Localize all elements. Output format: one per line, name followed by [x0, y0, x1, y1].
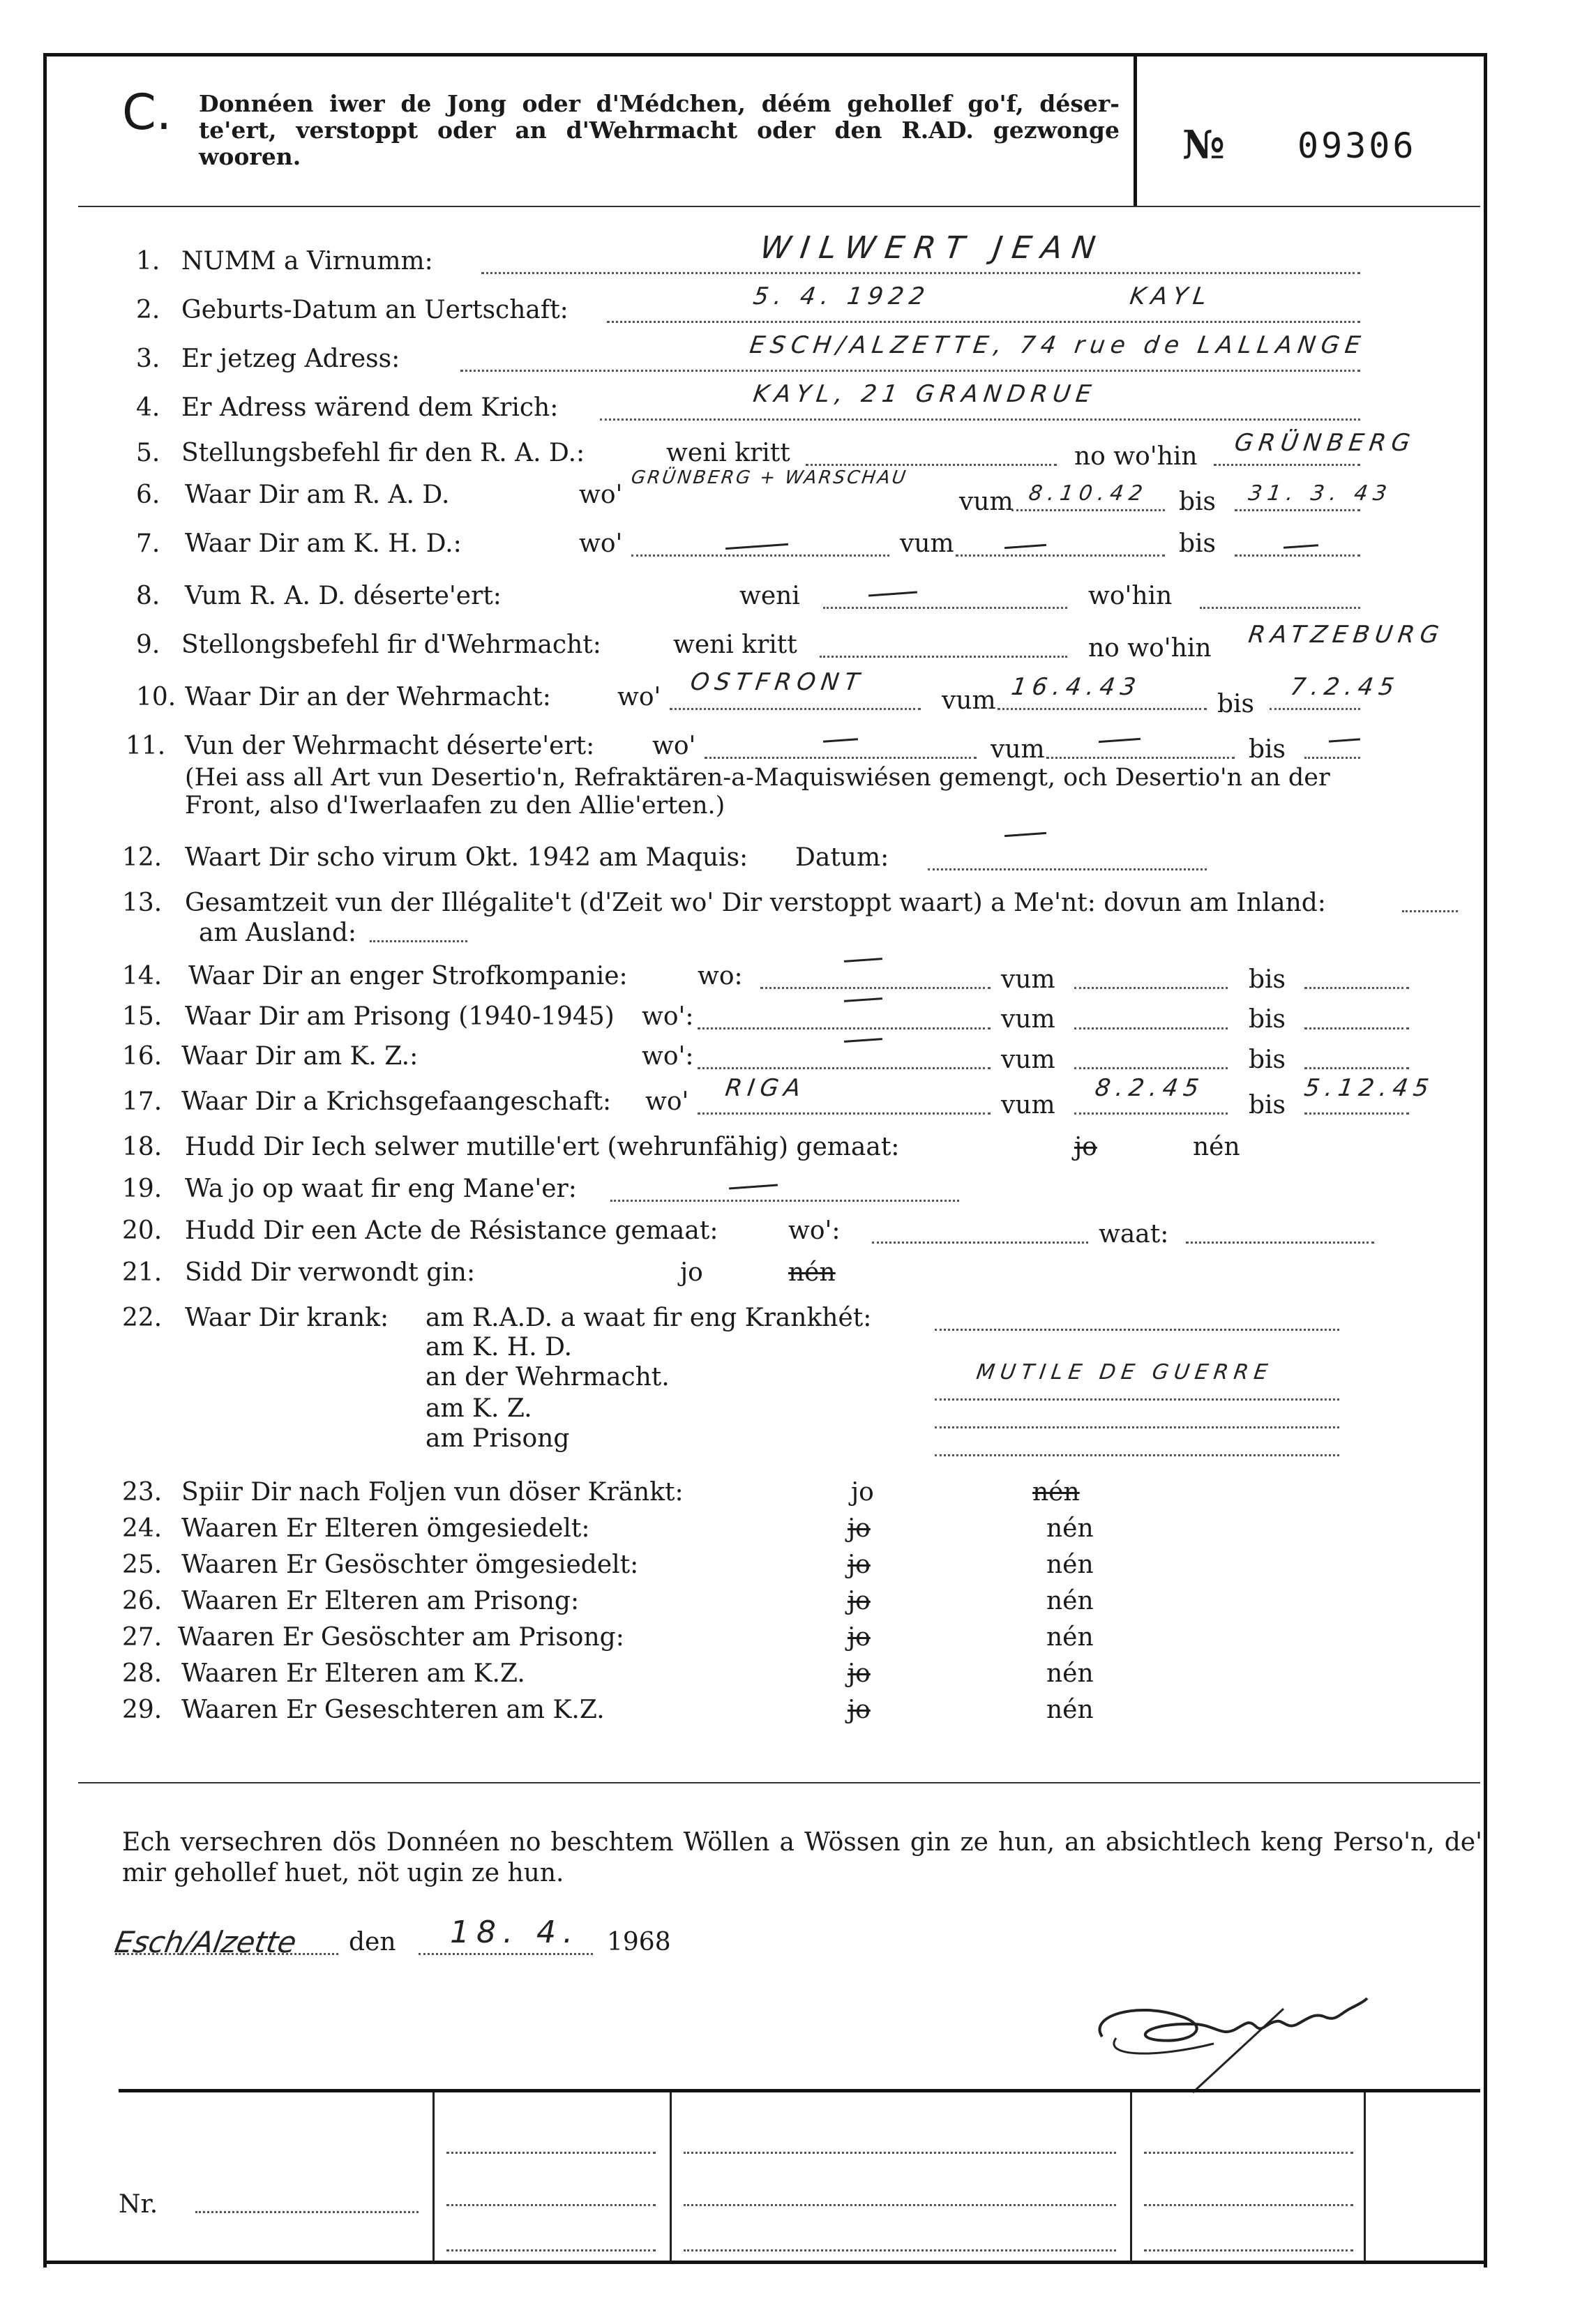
row-number: 12.	[122, 843, 163, 872]
birth-field-line	[607, 321, 1360, 323]
inland-line	[1402, 910, 1458, 912]
row-number: 6.	[136, 481, 160, 509]
parents-resettled-label: Waaren Er Elteren ömgesiedelt:	[181, 1514, 590, 1543]
rad-order-where-label: no wo'hin	[1074, 442, 1198, 471]
abroad-line	[370, 940, 467, 942]
prison-to-line	[1304, 1027, 1409, 1029]
row-number: 4.	[136, 393, 160, 422]
pow-where-line	[698, 1112, 991, 1115]
consequences-nen-option: nén	[1032, 1478, 1080, 1507]
self-mutilation-nen-option: nén	[1193, 1133, 1240, 1161]
row-number: 29.	[122, 1696, 163, 1724]
rad-where-value: GRÜNBERG + WARSCHAU	[629, 467, 909, 488]
row-number: 10.	[136, 683, 176, 711]
prison-where-label: wo':	[642, 1002, 694, 1031]
kz-where-line	[698, 1067, 991, 1069]
wehr-order-when-line	[820, 656, 1067, 658]
kz-from-line	[1074, 1067, 1228, 1069]
parents-kz-jo-option: jo	[848, 1659, 871, 1688]
row-number: 7.	[136, 529, 160, 558]
manner-line	[610, 1200, 959, 1202]
prison-from-line	[1074, 1027, 1228, 1029]
kz-from-label: vum	[1001, 1046, 1055, 1074]
siblings-kz-label: Waaren Er Geseschteren am K.Z.	[181, 1696, 605, 1724]
wehr-to-line	[1270, 708, 1360, 710]
rad-where-label: wo'	[579, 481, 623, 509]
wehr-from-value: 16.4.43	[1009, 673, 1143, 701]
consequences-label: Spiir Dir nach Foljen vun döser Kränkt:	[181, 1478, 684, 1507]
row-number: 16.	[122, 1042, 163, 1071]
header-divider	[1134, 56, 1137, 206]
rad-from-value: 8.10.42	[1027, 481, 1150, 506]
wehr-label: Waar Dir an der Wehrmacht:	[185, 683, 551, 711]
penal-from-label: vum	[1001, 965, 1055, 994]
wehr-desert-where-line	[705, 757, 977, 759]
manner-label: Wa jo op waat fir eng Mane'er:	[185, 1175, 577, 1203]
signing-date-line	[419, 1953, 593, 1955]
pow-label: Waar Dir a Krichsgefaangeschaft:	[181, 1087, 612, 1116]
footer-column-divider	[432, 2092, 435, 2261]
wounded-label: Sidd Dir verwondt gin:	[185, 1258, 476, 1287]
wounded-jo-option: jo	[680, 1258, 703, 1287]
wehr-desert-to-line	[1304, 757, 1360, 759]
illness-wehr-line	[935, 1398, 1339, 1401]
footer-field-line	[1144, 2249, 1353, 2251]
siblings-resettled-nen-option: nén	[1046, 1551, 1094, 1579]
row-number: 15.	[122, 1002, 163, 1031]
illness-wehr-label: an der Wehrmacht.	[426, 1363, 670, 1391]
name-field-line	[481, 272, 1360, 274]
siblings-prison-label: Waaren Er Gesöschter am Prisong:	[178, 1623, 624, 1652]
siblings-prison-nen-option: nén	[1046, 1623, 1094, 1652]
signing-year: 1968	[607, 1928, 671, 1956]
rad-order-label: Stellungsbefehl fir den R. A. D.:	[181, 439, 585, 467]
footer-field-line	[1144, 2204, 1353, 2206]
row-number: 22.	[122, 1304, 163, 1332]
address-field-line	[460, 370, 1360, 372]
footer-field-line	[684, 2152, 1116, 2154]
birth-date-value: 5. 4. 1922	[751, 282, 932, 310]
footer-field-line	[446, 2152, 656, 2154]
wehr-desert-label: Vun der Wehrmacht déserte'ert:	[185, 732, 595, 760]
rad-order-when-label: weni kritt	[666, 439, 790, 467]
declaration-text: Ech versechren dös Donnéen no beschtem Wöllen a Wössen gin ze hun, an absichtlech keng Perso'n, de' mir gehollef huet, nöt ugin ze hun.	[122, 1828, 1482, 1887]
footer-bottom-rule	[43, 2261, 1484, 2264]
pow-where-label: wo'	[645, 1087, 689, 1116]
penal-from-line	[1074, 987, 1228, 989]
rad-order-where-value: GRÜNBERG	[1233, 429, 1417, 457]
nr-label: Nr.	[119, 2190, 158, 2219]
khd-from-label: vum	[900, 529, 954, 558]
header-rule	[78, 206, 1480, 207]
footer-column-divider	[1130, 2092, 1132, 2261]
wehr-from-label: vum	[942, 686, 996, 715]
row-number: 2.	[136, 296, 160, 324]
parents-prison-jo-option: jo	[848, 1587, 871, 1615]
rad-desert-where-line	[1200, 607, 1360, 609]
footer-field-line	[1144, 2152, 1353, 2154]
footer-column-divider	[670, 2092, 672, 2261]
resistance-where-line	[872, 1242, 1088, 1244]
footer-field-line	[446, 2249, 656, 2251]
rad-desert-label: Vum R. A. D. déserte'ert:	[185, 582, 502, 610]
war-address-field-line	[600, 418, 1360, 421]
resistance-what-label: waat:	[1099, 1220, 1169, 1248]
siblings-resettled-label: Waaren Er Gesöschter ömgesiedelt:	[181, 1551, 639, 1579]
rad-from-line	[1011, 509, 1165, 511]
prison-where-line	[698, 1027, 991, 1029]
wehr-order-label: Stellongsbefehl fir d'Wehrmacht:	[181, 631, 601, 659]
penal-where-line	[760, 987, 991, 989]
footer-field-line	[446, 2204, 656, 2206]
den-label: den	[349, 1928, 396, 1956]
wehr-order-when-label: weni kritt	[673, 631, 797, 659]
parents-kz-label: Waaren Er Elteren am K.Z.	[181, 1659, 525, 1688]
signature	[1074, 1960, 1423, 2099]
footer-field-line	[684, 2249, 1116, 2251]
wehr-desert-from-label: vum	[991, 735, 1045, 764]
khd-where-label: wo'	[579, 529, 623, 558]
wehr-from-line	[998, 708, 1207, 710]
self-mutilation-label: Hudd Dir Iech selwer mutille'ert (wehrunfähig) gemaat:	[185, 1133, 900, 1161]
rad-order-when-line	[806, 464, 1057, 466]
wehr-where-line	[670, 708, 921, 710]
birth-label: Geburts-Datum an Uertschaft:	[181, 296, 569, 324]
row-number: 21.	[122, 1258, 163, 1287]
wehr-desert-where-label: wo'	[652, 732, 696, 760]
penal-to-line	[1304, 987, 1409, 989]
maquis-label: Waart Dir scho virum Okt. 1942 am Maquis:	[185, 843, 748, 872]
address-label: Er jetzeg Adress:	[181, 345, 400, 373]
row-number: 3.	[136, 345, 160, 373]
parents-prison-label: Waaren Er Elteren am Prisong:	[181, 1587, 580, 1615]
desertion-note-2: Front, also d'Iwerlaafen zu den Allie'erten.)	[185, 792, 725, 820]
row-number: 26.	[122, 1587, 163, 1615]
illness-khd-label: am K. H. D.	[426, 1333, 573, 1361]
illness-prison-label: am Prisong	[426, 1424, 570, 1453]
siblings-resettled-jo-option: jo	[848, 1551, 871, 1579]
row-number: 14.	[122, 962, 163, 990]
wehr-order-where-value: RATZEBURG	[1247, 621, 1446, 649]
wehr-where-label: wo'	[617, 683, 661, 711]
khd-from-line	[956, 554, 1165, 557]
parents-kz-nen-option: nén	[1046, 1659, 1094, 1688]
pow-to-label: bis	[1249, 1091, 1286, 1119]
khd-label: Waar Dir am K. H. D.:	[185, 529, 462, 558]
signing-place-line	[115, 1953, 338, 1955]
section-separator	[78, 1782, 1480, 1783]
birth-place-value: KAYL	[1128, 282, 1214, 310]
self-mutilation-jo-option: jo	[1074, 1133, 1097, 1161]
pow-to-line	[1304, 1112, 1409, 1115]
row-number: 28.	[122, 1659, 163, 1688]
penal-to-label: bis	[1249, 965, 1286, 994]
wounded-nen-option: nén	[788, 1258, 836, 1287]
illness-kz-label: am K. Z.	[426, 1394, 532, 1423]
form-title: Donnéen iwer de Jong oder d'Médchen, déém gehollef go'f, déser-te'ert, verstoppt oder an d'Wehrmacht oder den R.AD. gezwonge wooren.	[199, 90, 1120, 170]
row-number: 5.	[136, 439, 160, 467]
illness-rad-line	[935, 1329, 1339, 1331]
row-number: 25.	[122, 1551, 163, 1579]
war-address-value: KAYL, 21 GRANDRUE	[751, 380, 1099, 408]
pow-from-label: vum	[1001, 1091, 1055, 1119]
parents-prison-nen-option: nén	[1046, 1587, 1094, 1615]
maquis-date-line	[928, 868, 1207, 870]
pow-from-value: 8.2.45	[1093, 1074, 1206, 1102]
prison-label: Waar Dir am Prisong (1940-1945)	[185, 1002, 615, 1031]
war-address-label: Er Adress wärend dem Krich:	[181, 393, 559, 422]
number-sign: №	[1182, 122, 1225, 168]
rad-desert-when-label: weni	[739, 582, 800, 610]
illness-label: Waar Dir krank:	[185, 1304, 389, 1332]
row-number: 20.	[122, 1216, 163, 1245]
kz-to-line	[1304, 1067, 1409, 1069]
wehr-to-label: bis	[1217, 690, 1255, 718]
rad-order-where-line	[1214, 464, 1360, 466]
wehr-to-value: 7.2.45	[1288, 673, 1401, 701]
row-number: 19.	[122, 1175, 163, 1203]
nr-field-line	[195, 2211, 419, 2213]
khd-to-label: bis	[1179, 529, 1217, 558]
penal-label: Waar Dir an enger Strofkompanie:	[188, 962, 628, 990]
siblings-prison-jo-option: jo	[848, 1623, 871, 1652]
footer-top-rule	[119, 2089, 1480, 2092]
siblings-kz-nen-option: nén	[1046, 1696, 1094, 1724]
rad-desert-when-line	[823, 607, 1067, 609]
rad-to-value: 31. 3. 43	[1247, 481, 1394, 506]
illness-prison-line	[935, 1454, 1339, 1456]
row-number: 27.	[122, 1623, 163, 1652]
name-label: NUMM a Virnumm:	[181, 247, 433, 276]
pow-to-value: 5.12.45	[1302, 1074, 1436, 1102]
rad-label: Waar Dir am R. A. D.	[185, 481, 450, 509]
footer-field-line	[684, 2204, 1116, 2206]
maquis-date-label: Datum:	[795, 843, 889, 872]
resistance-label: Hudd Dir een Acte de Résistance gemaat:	[185, 1216, 718, 1245]
kz-to-label: bis	[1249, 1046, 1286, 1074]
form-number: 09306	[1297, 126, 1417, 166]
footer-column-divider	[1364, 2092, 1366, 2261]
row-number: 9.	[136, 631, 160, 659]
section-letter: C.	[122, 84, 172, 141]
row-number: 23.	[122, 1478, 163, 1507]
rad-to-label: bis	[1179, 488, 1217, 516]
illness-kz-line	[935, 1426, 1339, 1428]
illness-wehr-value: MUTILE DE GUERRE	[974, 1360, 1275, 1385]
rad-from-label: vum	[959, 488, 1014, 516]
rad-to-line	[1235, 509, 1360, 511]
resistance-where-label: wo':	[788, 1216, 841, 1245]
resistance-what-line	[1186, 1242, 1374, 1244]
row-number: 11.	[126, 732, 166, 760]
kz-label: Waar Dir am K. Z.:	[181, 1042, 419, 1071]
row-number: 13.	[122, 889, 163, 917]
parents-resettled-jo-option: jo	[848, 1514, 871, 1543]
wehr-desert-from-line	[1046, 757, 1235, 759]
row-number: 18.	[122, 1133, 163, 1161]
khd-to-line	[1235, 554, 1360, 557]
prison-from-label: vum	[1001, 1005, 1055, 1034]
row-number: 8.	[136, 582, 160, 610]
name-value: WILWERT JEAN	[758, 230, 1108, 266]
parents-resettled-nen-option: nén	[1046, 1514, 1094, 1543]
abroad-label: am Ausland:	[199, 919, 357, 947]
signing-date: 18. 4.	[450, 1915, 580, 1950]
row-number: 24.	[122, 1514, 163, 1543]
penal-where-label: wo:	[698, 962, 743, 990]
row-number: 17.	[122, 1087, 163, 1116]
consequences-jo-option: jo	[851, 1478, 874, 1507]
row-number: 1.	[136, 247, 160, 276]
address-value: ESCH/ALZETTE, 74 rue de LALLANGE	[748, 331, 1368, 359]
signing-place: Esch/Alzette	[112, 1925, 299, 1959]
khd-where-line	[631, 554, 889, 557]
siblings-kz-jo-option: jo	[848, 1696, 871, 1724]
wehr-where-value: OSTFRONT	[688, 668, 867, 696]
kz-where-label: wo':	[642, 1042, 694, 1071]
pow-from-line	[1074, 1112, 1228, 1115]
illness-rad-label: am R.A.D. a waat fir eng Krankhét:	[426, 1304, 872, 1332]
prison-to-label: bis	[1249, 1005, 1286, 1034]
rad-desert-where-label: wo'hin	[1088, 582, 1173, 610]
wehr-desert-to-label: bis	[1249, 735, 1286, 764]
illegal-time-label: Gesamtzeit vun der Illégalite't (d'Zeit wo' Dir verstoppt waart) a Me'nt: dovun am Inland:	[185, 889, 1326, 917]
wehr-order-where-label: no wo'hin	[1088, 634, 1212, 663]
desertion-note-1: (Hei ass all Art vun Desertio'n, Refraktären-a-Maquiswiésen gemengt, och Desertio'n an der	[185, 764, 1330, 792]
pow-where-value: RIGA	[723, 1074, 808, 1102]
